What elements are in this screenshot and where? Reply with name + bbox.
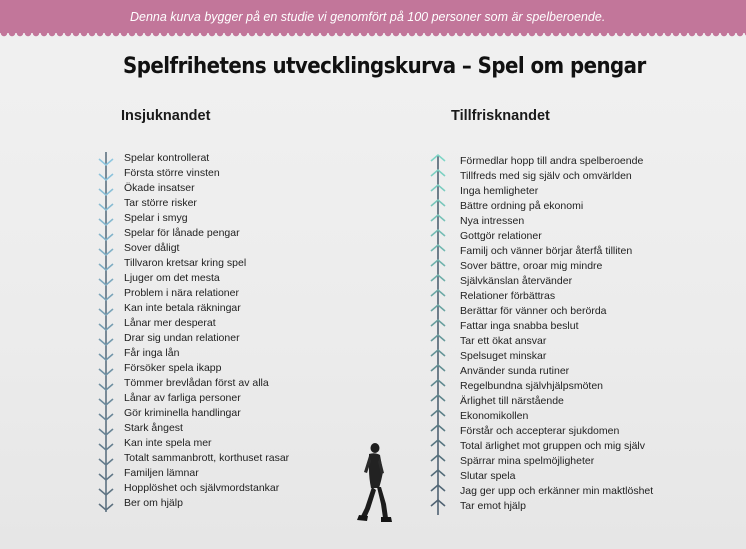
right-list-item: Fattar inga snabba beslut	[460, 320, 579, 332]
right-list-item: Ärlighet till närstående	[460, 395, 564, 407]
left-list-item: Försöker spela ikapp	[124, 362, 222, 374]
page-title: Spelfrihetens utvecklingskurva – Spel om pengar	[123, 54, 646, 79]
left-list-item: Första större vinsten	[124, 167, 220, 179]
left-list-item: Stark ångest	[124, 422, 183, 434]
right-list-item: Familj och vänner börjar återfå tilliten	[460, 245, 633, 257]
left-list-item: Totalt sammanbrott, korthuset rasar	[124, 452, 290, 464]
left-list-item: Tömmer brevlådan först av alla	[124, 377, 269, 389]
left-list-item: Drar sig undan relationer	[124, 332, 240, 344]
right-list-item: Självkänslan återvänder	[460, 275, 573, 287]
left-column-heading: Insjuknandet	[121, 108, 211, 124]
left-list-item: Ökade insatser	[124, 182, 195, 194]
left-list-item: Spelar kontrollerat	[124, 152, 210, 164]
right-list-item: Inga hemligheter	[460, 185, 539, 197]
left-list-item: Ljuger om det mesta	[124, 272, 220, 284]
left-list-item: Familjen lämnar	[124, 467, 199, 479]
right-list-item: Berättar för vänner och berörda	[460, 305, 607, 317]
right-list-item: Tar emot hjälp	[460, 500, 526, 512]
left-list-item: Spelar i smyg	[124, 212, 188, 224]
right-list-item: Jag ger upp och erkänner min maktlöshet	[460, 485, 654, 497]
left-list-item: Får inga lån	[124, 347, 180, 359]
right-list-item: Relationer förbättras	[460, 290, 556, 302]
right-list-item: Bättre ordning på ekonomi	[460, 200, 584, 212]
left-list-item: Problem i nära relationer	[124, 287, 239, 299]
right-list-item: Förmedlar hopp till andra spelberoende	[460, 155, 644, 167]
left-list-item: Lånar mer desperat	[124, 317, 216, 329]
right-list-item: Förstår och accepterar sjukdomen	[460, 425, 620, 437]
right-column-heading: Tillfrisknandet	[451, 108, 550, 124]
right-list-item: Använder sunda rutiner	[460, 365, 570, 377]
right-list-item: Sover bättre, oroar mig mindre	[460, 260, 603, 272]
right-list-item: Nya intressen	[460, 215, 525, 227]
left-list-item: Ber om hjälp	[124, 497, 183, 509]
right-list-item: Tar ett ökat ansvar	[460, 335, 547, 347]
right-list-item: Spärrar mina spelmöjligheter	[460, 455, 595, 467]
left-list-item: Hopplöshet och självmordstankar	[124, 482, 280, 494]
banner-text: Denna kurva bygger på en studie vi genomfört på 100 personer som är spelberoende.	[130, 9, 606, 24]
left-list-item: Kan inte betala räkningar	[124, 302, 241, 314]
right-list-item: Total ärlighet mot gruppen och mig själv	[460, 440, 646, 452]
left-list-item: Spelar för lånade pengar	[124, 227, 240, 239]
left-list-item: Kan inte spela mer	[124, 437, 212, 449]
left-list-item: Tillvaron kretsar kring spel	[124, 257, 247, 269]
right-list-item: Gottgör relationer	[460, 230, 542, 242]
left-list-item: Lånar av farliga personer	[124, 392, 241, 404]
right-list-item: Spelsuget minskar	[460, 350, 547, 362]
right-list-item: Ekonomikollen	[460, 410, 529, 422]
right-list-item: Slutar spela	[460, 470, 516, 482]
left-list-item: Sover dåligt	[124, 242, 180, 254]
left-list-item: Gör kriminella handlingar	[124, 407, 241, 419]
walking-person-illustration	[350, 442, 400, 524]
left-list-item: Tar större risker	[124, 197, 197, 209]
right-list-item: Regelbundna självhjälpsmöten	[460, 380, 604, 392]
right-list-item: Tillfreds med sig själv och omvärlden	[460, 170, 632, 182]
